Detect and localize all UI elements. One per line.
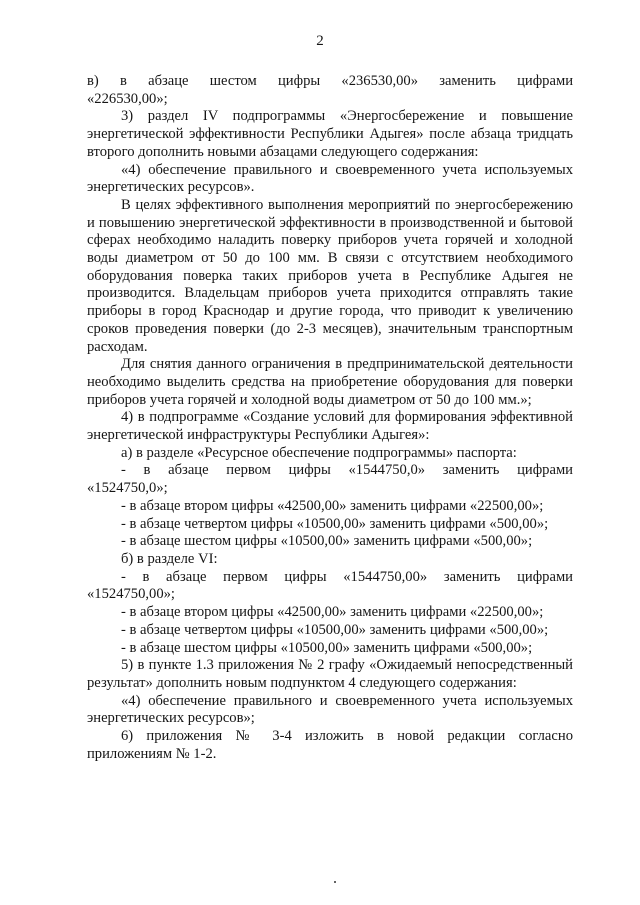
paragraph-1-line-2: «226530,00»; [87,90,168,107]
paragraph-4: В целях эффективного выполнения мероприятий по энергосбережению и повышению энергетической эффективности в производственной и бытовой сферах необходимо наладить поверку приборов учета горячей и холодной воды диаметром от 50 до 100 мм. В связи с отсутствием необходимого оборудования поверка таких приборов учета в Республике Адыгея не производится. Владельцам приборов учета приходится отправлять такие приборы в город Краснодар и другие города, что приводит к увеличению сроков проведения поверки (до 2-3 месяцев), значительным транспортным расходам. [87,196,573,355]
scan-speck [334,881,336,883]
paragraph-11: - в абзаце шестом цифры «10500,00» заменить цифрами «500,00»; [121,533,533,550]
paragraph-3: «4) обеспечение правильного и своевременного учета используемых энергетических ресурсов». [87,161,573,196]
paragraph-7: а) в разделе «Ресурсное обеспечение подпрограммы» паспорта: [121,444,517,461]
paragraph-9: - в абзаце втором цифры «42500,00» заменить цифрами «22500,00»; [121,497,544,514]
paragraph-5: Для снятия данного ограничения в предпринимательской деятельности необходимо выделить средства на приобретение оборудования для поверки приборов учета горячей и холодной воды диаметром от 50 до 100 мм.»; [87,356,573,408]
paragraph-8-line-1: - в абзаце первом цифры «1544750,0» заменить цифрами [121,462,573,479]
paragraph-14: - в абзаце втором цифры «42500,00» заменить цифрами «22500,00»; [121,604,544,621]
paragraph-16: - в абзаце шестом цифры «10500,00» заменить цифрами «500,00»; [121,639,533,656]
paragraph-12: б) в разделе VI: [121,550,218,567]
paragraph-19: 6) приложения № 3-4 изложить в новой редакции согласно приложениям № 1-2. [87,728,573,762]
paragraph-17: 5) в пункте 1.3 приложения № 2 графу «Ожидаемый непосредственный результат» дополнить новым подпунктом 4 следующего содержания: [87,657,573,691]
paragraph-15: - в абзаце четвертом цифры «10500,00» заменить цифрами «500,00»; [121,621,549,638]
paragraph-13-line-1: - в абзаце первом цифры «1544750,00» заменить цифрами [121,568,573,585]
paragraph-10: - в абзаце четвертом цифры «10500,00» заменить цифрами «500,00»; [121,515,549,532]
paragraph-2: 3) раздел IV подпрограммы «Энергосбережение и повышение энергетической эффективности Республики Адыгея» после абзаца тридцать второго дополнить новыми абзацами следующего содержания: [87,108,573,160]
paragraph-6: 4) в подпрограмме «Создание условий для формирования эффективной энергетической инфраструктуры Республики Адыгея»: [87,409,573,444]
paragraph-1-line-1: в) в абзаце шестом цифры «236530,00» заменить цифрами [87,73,573,89]
paragraph-8-line-2: «1524750,0»; [87,480,168,497]
paragraph-18: «4) обеспечение правильного и своевременного учета используемых энергетических ресурсов»; [87,692,573,727]
document-body [87,73,573,763]
page-number: 2 [316,33,324,49]
paragraph-13-line-2: «1524750,00»; [87,586,175,603]
